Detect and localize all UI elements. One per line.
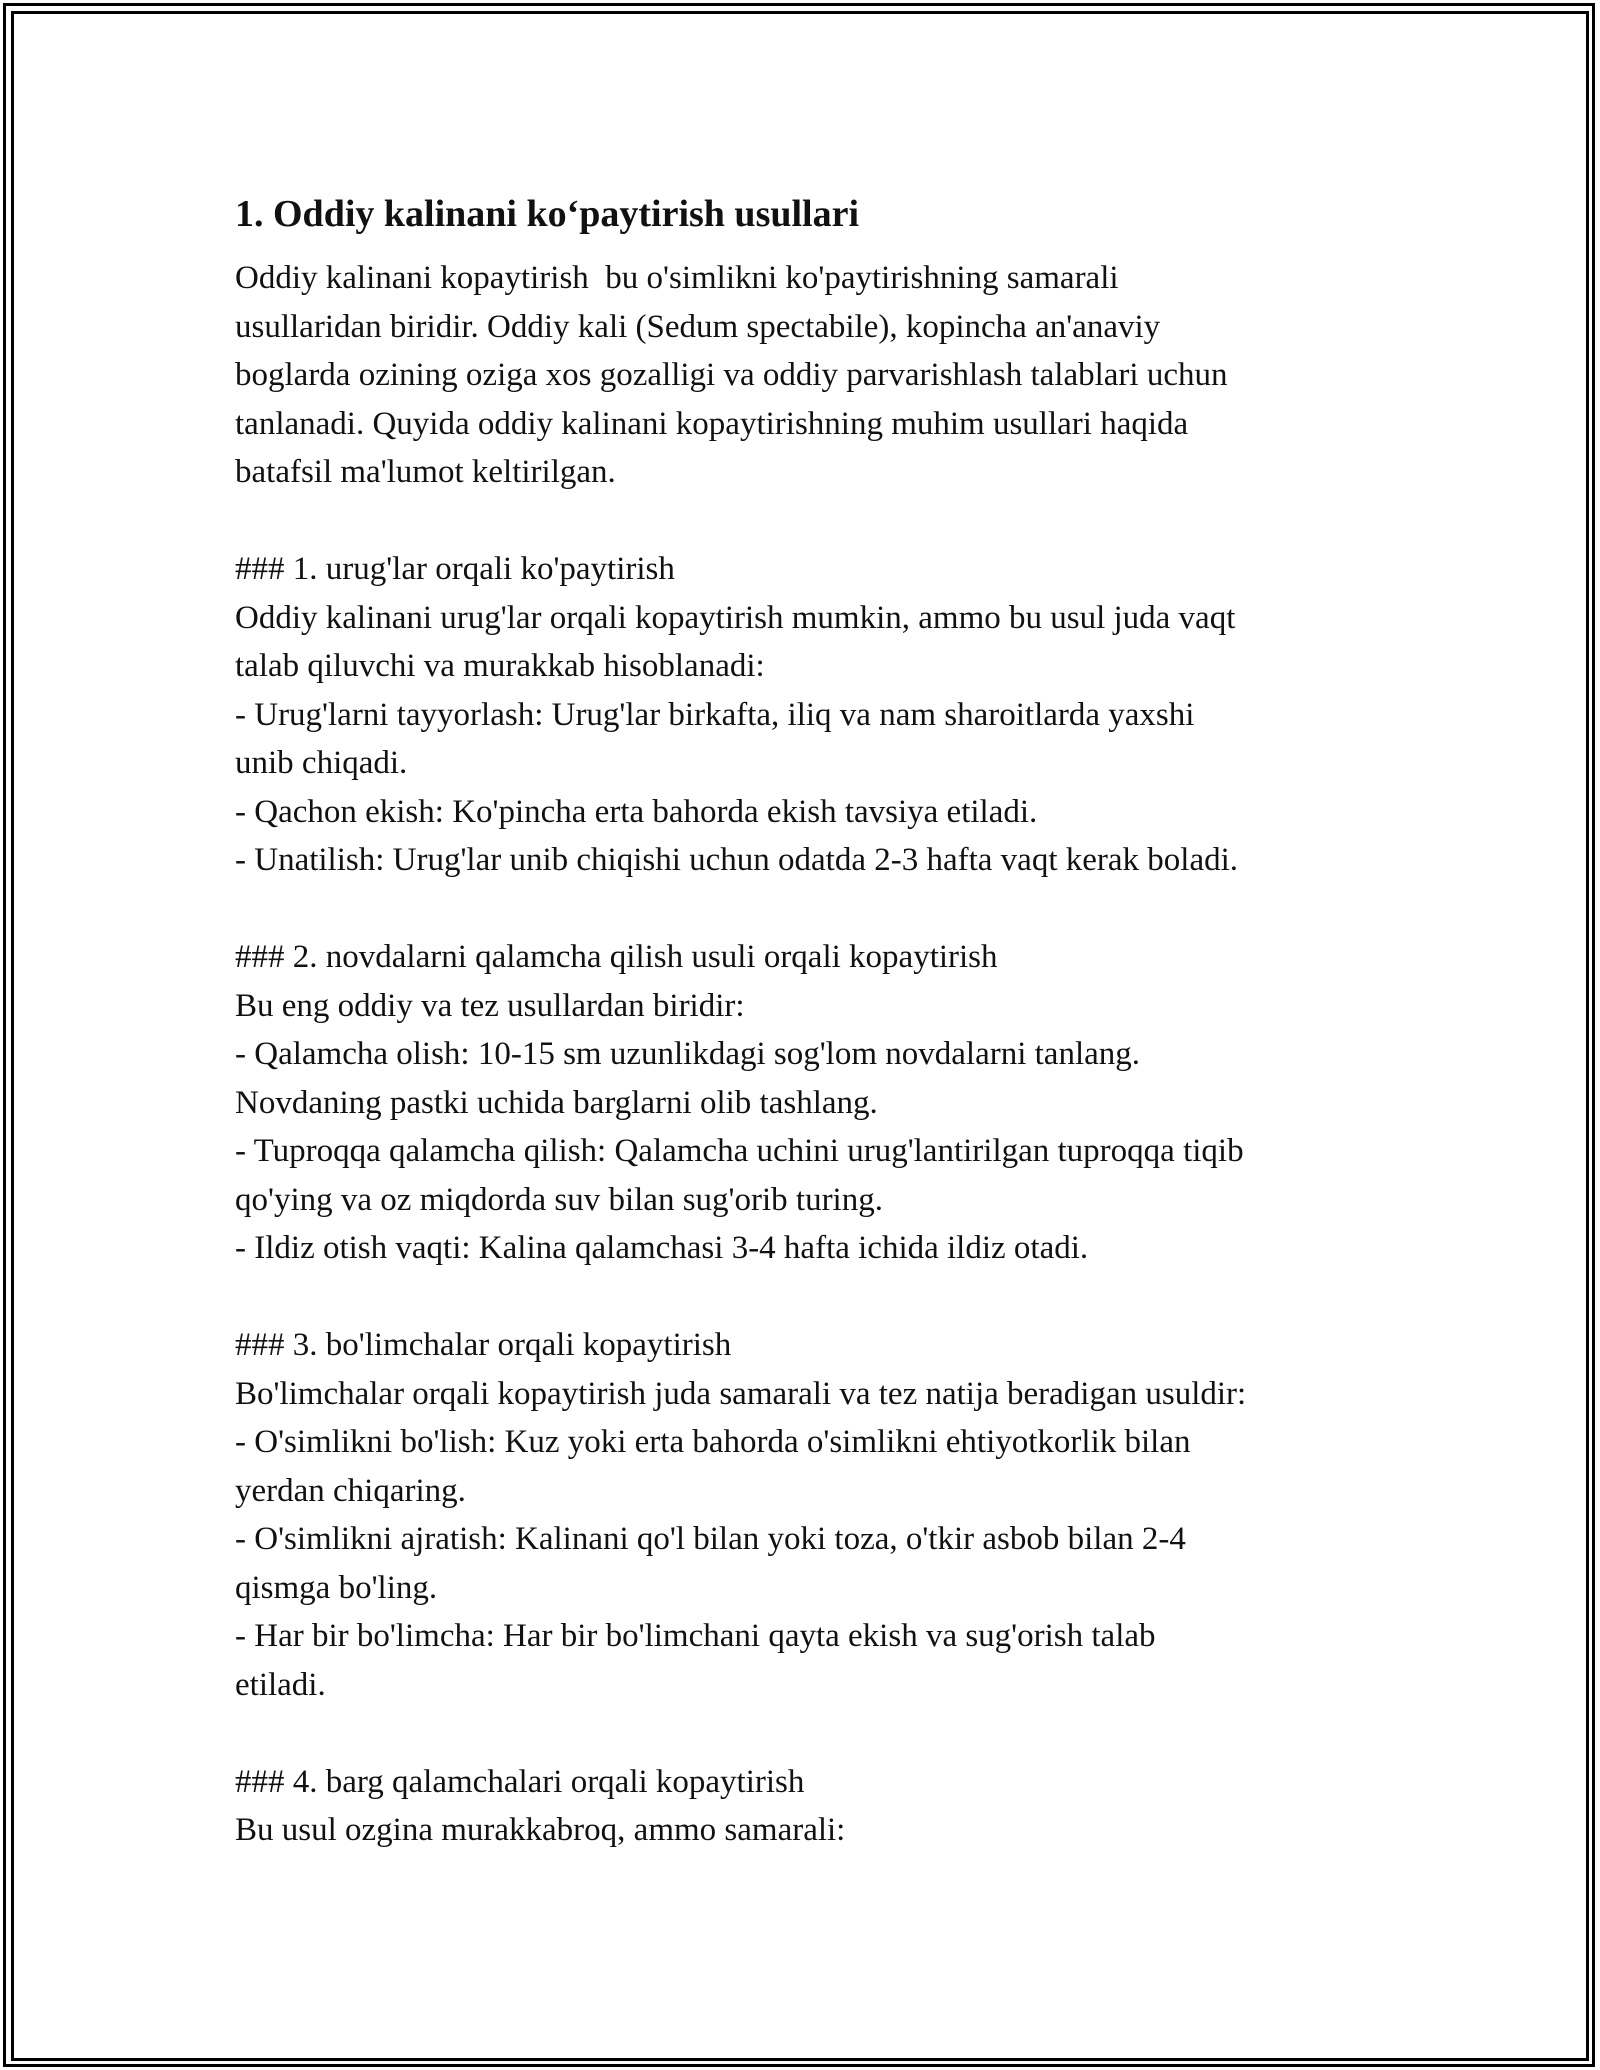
section-line: - Qalamcha olish: 10-15 sm uzunlikdagi sog'lom novdalarni tanlang. [235,1036,1141,1072]
section-heading: ### 1. urug'lar orqali ko'paytirish [235,551,675,587]
section-line: - O'simlikni ajratish: Kalinani qo'l bilan yoki toza, o'tkir asbob bilan 2-4 [235,1521,1186,1557]
section-line: - Har bir bo'limcha: Har bir bo'limchani qayta ekish va sug'orish talab [235,1618,1156,1654]
intro-line: tanlanadi. Quyida oddiy kalinani kopaytirishning muhim usullari haqida [235,405,1189,442]
section-heading: ### 4. barg qalamchalari orqali kopaytirish [235,1763,805,1800]
section-line: yerdan chiqaring. [235,1472,466,1509]
section-line: - Tuproqqa qalamcha qilish: Qalamcha uchini urug'lantirilgan tuproqqa tiqib [235,1133,1244,1169]
section-line: - Qachon ekish: Ko'pincha erta bahorda ekish tavsiya etiladi. [235,793,1038,830]
section-line: qismga bo'ling. [235,1569,438,1606]
document-page [235,188,1385,1855]
intro-line: usullaridan biridir. Oddiy kali (Sedum spectabile), kopincha an'anaviy [235,308,1161,345]
section-division [235,1321,1385,1709]
section-line: - Unatilish: Urug'lar unib chiqishi uchun odatda 2-3 hafta vaqt kerak boladi. [235,842,1239,878]
section-line: Bu eng oddiy va tez usullardan biridir: [235,987,745,1024]
section-line: Bu usul ozgina murakkabroq, ammo samarali: [235,1812,846,1848]
section-line: unib chiqadi. [235,745,408,781]
section-line: - Urug'larni tayyorlash: Urug'lar birkafta, iliq va nam sharoitlarda yaxshi [235,696,1195,733]
section-cuttings [235,933,1385,1273]
section-line: Novdaning pastki uchida barglarni olib tashlang. [235,1084,878,1121]
intro-line: batafsil ma'lumot keltirilgan. [235,454,616,490]
section-heading: ### 2. novdalarni qalamcha qilish usuli orqali kopaytirish [235,939,998,975]
section-line: Oddiy kalinani urug'lar orqali kopaytirish mumkin, ammo bu usul juda vaqt [235,599,1236,636]
document-title: 1. Oddiy kalinani ko‘paytirish usullari [235,193,860,235]
intro-paragraph [235,254,1385,497]
intro-line: boglarda ozining oziga xos gozalligi va oddiy parvarishlash talablari uchun [235,357,1228,393]
section-heading: ### 3. bo'limchalar orqali kopaytirish [235,1327,732,1363]
section-line: - Ildiz otish vaqti: Kalina qalamchasi 3-4 hafta ichida ildiz otadi. [235,1230,1089,1266]
section-line: etiladi. [235,1666,326,1703]
section-line: Bo'limchalar orqali kopaytirish juda samarali va tez natija beradigan usuldir: [235,1375,1247,1412]
section-line: talab qiluvchi va murakkab hisoblanadi: [235,648,765,684]
intro-line: Oddiy kalinani kopaytirish bu o'simlikni ko'paytirishning samarali [235,260,1119,296]
section-seeds [235,545,1385,885]
section-line: - O'simlikni bo'lish: Kuz yoki erta bahorda o'simlikni ehtiyotkorlik bilan [235,1424,1191,1460]
section-line: qo'ying va oz miqdorda suv bilan sug'orib turing. [235,1181,883,1218]
section-leaf-cuttings [235,1758,1385,1855]
